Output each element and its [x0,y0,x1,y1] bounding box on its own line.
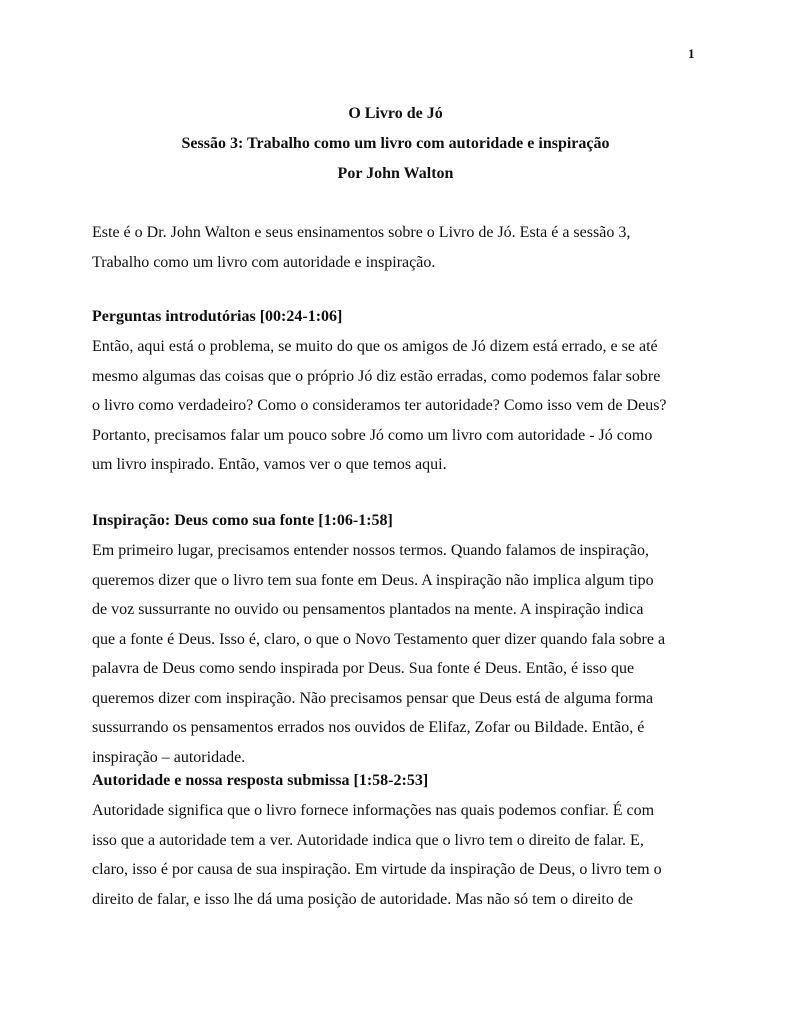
section-title-perguntas: Perguntas introdutórias [00:24-1:06] [92,308,343,325]
text-line: Em primeiro lugar, precisamos entender nossos termos. Quando falamos de inspiração, [92,542,649,559]
section-title-inspiracao: Inspiração: Deus como sua fonte [1:06-1:58] [92,512,393,529]
text-line: Autoridade significa que o livro fornece informações nas quais podemos confiar. É com [92,802,655,819]
text-line: claro, isso é por causa de sua inspiração. Em virtude da inspiração de Deus, o livro tem o [92,861,662,878]
text-line: Este é o Dr. John Walton e seus ensinamentos sobre o Livro de Jó. Esta é a sessão 3, [92,224,631,241]
text-line: um livro inspirado. Então, vamos ver o que temos aqui. [92,456,447,473]
text-line: isso que a autoridade tem a ver. Autoridade indica que o livro tem o direito de falar. E, [92,831,644,849]
section-paragraph-perguntas [92,332,702,480]
session-subtitle: Sessão 3: Trabalho como um livro com autoridade e inspiração [181,135,610,152]
text-line: queremos dizer com inspiração. Não precisamos pensar que Deus está de alguma forma [92,689,654,707]
section-title-autoridade: Autoridade e nossa resposta submissa [1:58-2:53] [92,772,429,789]
text-line: de voz sussurrante no ouvido ou pensamentos plantados na mente. A inspiração indica [92,601,644,618]
text-line: o livro como verdadeiro? Como o consideramos ter autoridade? Como isso vem de Deus? [92,397,667,414]
page-number: 1 [688,46,695,61]
text-line: direito de falar, e isso lhe dá uma posição de autoridade. Mas não só tem o direito de [92,890,633,908]
text-line: inspiração – autoridade. [92,748,246,766]
text-line: Portanto, precisamos falar um pouco sobre Jó como um livro com autoridade - Jó como [92,426,653,444]
text-line: sussurrando os pensamentos errados nos ouvidos de Elifaz, Zofar ou Bildade. Então, é [92,719,645,736]
text-line: queremos dizer que o livro tem sua fonte em Deus. A inspiração não implica algum tipo [92,571,654,589]
text-line: mesmo algumas das coisas que o próprio Jó diz estão erradas, como podemos falar sobre [92,367,661,385]
text-line: que a fonte é Deus. Isso é, claro, o que o Novo Testamento quer dizer quando fala sobre a [92,630,666,648]
text-line: Então, aqui está o problema, se muito do que os amigos de Jó dizem está errado, e se até [92,338,658,355]
author-line: Por John Walton [337,165,454,182]
document-title: O Livro de Jó [348,105,443,122]
text-line: palavra de Deus como sendo inspirada por Deus. Sua fonte é Deus. Então, é isso que [92,660,635,677]
text-line: Trabalho como um livro com autoridade e inspiração. [92,253,436,271]
intro-paragraph [92,218,702,277]
section-paragraph-inspiracao [92,536,702,772]
section-paragraph-autoridade [92,796,702,914]
